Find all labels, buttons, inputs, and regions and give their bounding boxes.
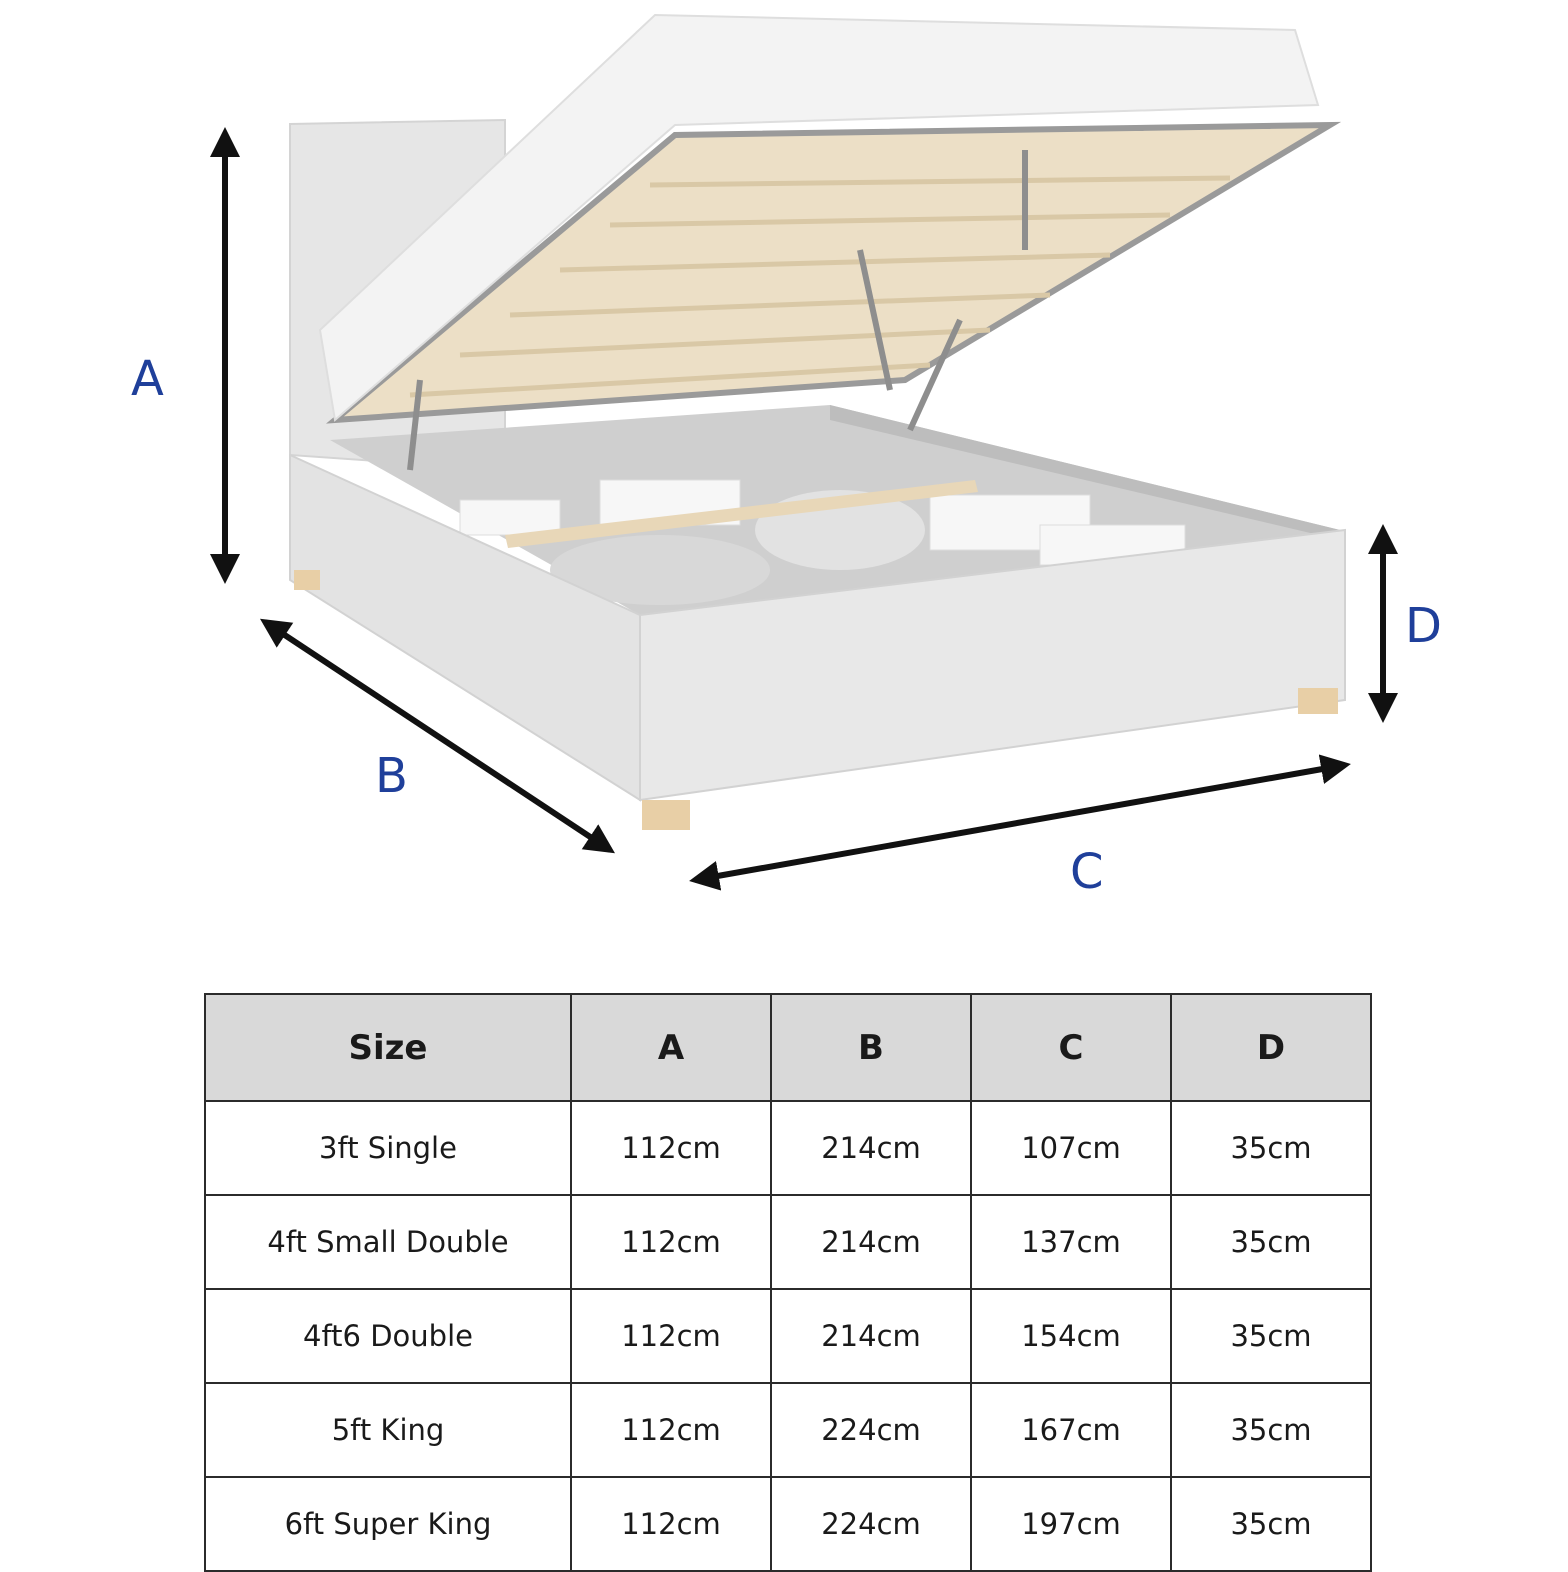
cell-b: 214cm <box>771 1101 971 1195</box>
cell-size: 3ft Single <box>205 1101 571 1195</box>
cell-a: 112cm <box>571 1195 771 1289</box>
bed-leg <box>642 800 690 830</box>
cell-d: 35cm <box>1171 1101 1371 1195</box>
header-size: Size <box>205 994 571 1101</box>
cell-d: 35cm <box>1171 1477 1371 1571</box>
header-b: B <box>771 994 971 1101</box>
cell-a: 112cm <box>571 1477 771 1571</box>
bed-leg <box>1298 688 1338 714</box>
ottoman-bed-illustration <box>290 15 1345 830</box>
cell-c: 154cm <box>971 1289 1171 1383</box>
cell-a: 112cm <box>571 1289 771 1383</box>
header-d: D <box>1171 994 1371 1101</box>
label-c: C <box>1070 844 1104 900</box>
cell-b: 214cm <box>771 1195 971 1289</box>
cell-a: 112cm <box>571 1383 771 1477</box>
cell-d: 35cm <box>1171 1383 1371 1477</box>
table-header-row <box>205 994 1371 1101</box>
table-row <box>205 1383 1371 1477</box>
cell-size: 5ft King <box>205 1383 571 1477</box>
cell-c: 167cm <box>971 1383 1171 1477</box>
cell-c: 107cm <box>971 1101 1171 1195</box>
cell-c: 197cm <box>971 1477 1171 1571</box>
table-row <box>205 1477 1371 1571</box>
cell-size: 4ft Small Double <box>205 1195 571 1289</box>
header-a: A <box>571 994 771 1101</box>
cell-a: 112cm <box>571 1101 771 1195</box>
dimension-arrow-c <box>695 765 1345 880</box>
label-a: A <box>131 351 164 407</box>
storage-box <box>460 500 560 535</box>
label-b: B <box>375 748 408 804</box>
cell-b: 214cm <box>771 1289 971 1383</box>
cell-size: 4ft6 Double <box>205 1289 571 1383</box>
size-dimension-table <box>204 993 1372 1572</box>
cell-c: 137cm <box>971 1195 1171 1289</box>
header-c: C <box>971 994 1171 1101</box>
label-d: D <box>1405 598 1442 654</box>
cell-b: 224cm <box>771 1383 971 1477</box>
cell-size: 6ft Super King <box>205 1477 571 1571</box>
cell-d: 35cm <box>1171 1195 1371 1289</box>
table-row <box>205 1195 1371 1289</box>
table-row <box>205 1101 1371 1195</box>
cell-b: 224cm <box>771 1477 971 1571</box>
cell-d: 35cm <box>1171 1289 1371 1383</box>
bed-leg <box>294 570 320 590</box>
table-row <box>205 1289 1371 1383</box>
